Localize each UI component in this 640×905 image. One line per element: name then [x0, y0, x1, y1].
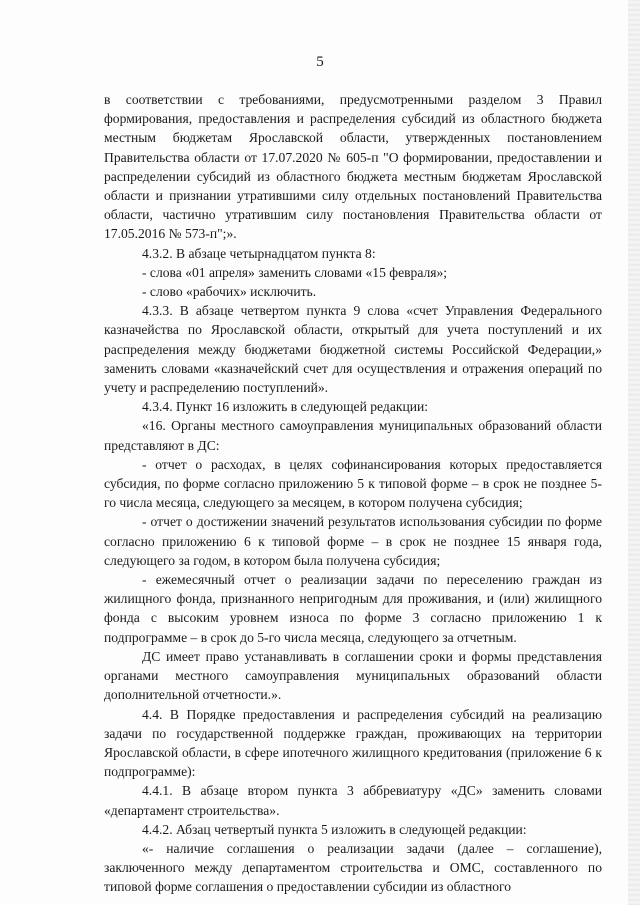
paragraph: 4.4.1. В абзаце втором пункта 3 аббревиатуру «ДС» заменить словами «департамент строительства». [104, 783, 602, 818]
scan-edge-artifact [628, 0, 640, 905]
paragraph: - отчет о расходах, в целях софинансирования которых предоставляется субсидия, по форме согласно приложению 5 к типовой форме – в срок не позднее 5-го числа месяца, следующего за месяцем, в котором получена субсидия; [104, 456, 602, 511]
document-body [104, 90, 602, 897]
page-number: 5 [316, 54, 324, 70]
paragraph: 4.4.2. Абзац четвертый пункта 5 изложить в следующей редакции: [142, 821, 527, 837]
paragraph: 4.4. В Порядке предоставления и распределения субсидий на реализацию задачи по государственной поддержке граждан, проживающих на территории Ярославской области, в сфере ипотечного жилищного кредитования (приложение 6 к подпрограмме): [104, 706, 602, 780]
paragraph: 4.3.2. В абзаце четырнадцатом пункта 8: [142, 245, 376, 261]
paragraph: «16. Органы местного самоуправления муниципальных образований области представляют в ДС: [104, 418, 602, 453]
paragraph: «- наличие соглашения о реализации задачи (далее – соглашение), заключенного между департаментом строительства и ОМС, составленного по типовой форме соглашения о предоставлении субсидии из областного [104, 840, 602, 895]
paragraph: 4.3.3. В абзаце четвертом пункта 9 слова «счет Управления Федерального казначейства по Ярославской области, открытый для учета поступлений и их распределения между бюджетами бюджетной системы Российской Федерации,» заменить словами «казначейский счет для осуществления и отражения операций по учету и распределению поступлений». [104, 303, 602, 396]
paragraph: - ежемесячный отчет о реализации задачи по переселению граждан из жилищного фонда, признанного непригодным для проживания, и (или) жилищного фонда с высоким уровнем износа по форме 3 согласно приложению 1 к подпрограмме – в срок до 5-го числа месяца, следующего за отчетным. [104, 572, 602, 645]
paragraph: ДС имеет право устанавливать в соглашении сроки и формы представления органами местного самоуправления муниципальных образований области дополнительной отчетности.». [104, 648, 602, 703]
paragraph: - отчет о достижении значений результатов использования субсидии по форме согласно приложению 6 к типовой форме – в срок не позднее 15 января года, следующего за годом, в котором была получена субсидия; [104, 514, 602, 568]
paragraph: 4.3.4. Пункт 16 изложить в следующей редакции: [142, 399, 429, 415]
paragraph: - слово «рабочих» исключить. [142, 284, 317, 300]
paragraph: - слова «01 апреля» заменить словами «15 февраля»; [142, 264, 448, 280]
paragraph: в соответствии с требованиями, предусмотренными разделом 3 Правил формирования, предоставления и распределения субсидий из областного бюджета местным бюджетам Ярославской области, утвержденных постановлением Правительства области от 17.07.2020 № 605-п "О формировании, предоставлении и распределении субсидий из областного бюджета местным бюджетам Ярославской области и признании утратившими силу отдельных постановлений Правительства области, частично утратившим силу постановления Правительства области от 17.05.2016 № 573-п";». [104, 92, 602, 242]
